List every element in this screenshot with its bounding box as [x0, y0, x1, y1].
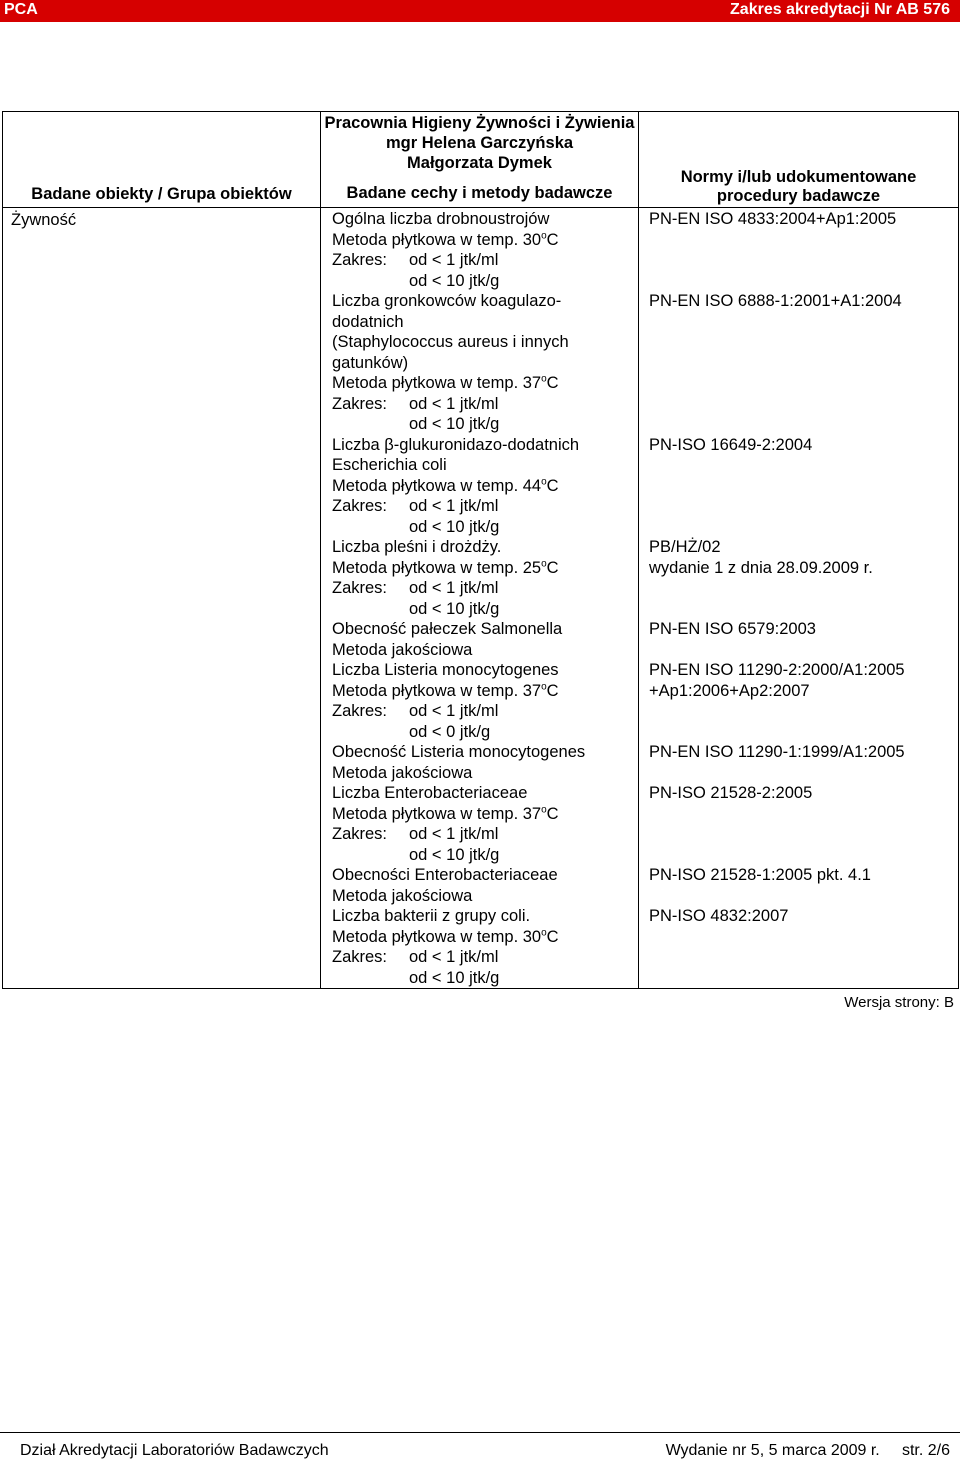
temp-unit: C [546, 374, 559, 392]
method-line: Liczba bakterii z grupy coli. [332, 907, 531, 925]
degree-sup: o [541, 681, 547, 692]
norm-entry [649, 209, 958, 291]
page-version: Wersja strony: B [844, 994, 954, 1011]
range-line [332, 394, 638, 415]
degree-sup: o [541, 373, 547, 385]
method-entry [332, 742, 638, 783]
range-label: Zakres: [332, 394, 388, 413]
column-header-norms [639, 112, 959, 208]
range-value: od < 1 jtk/ml [409, 825, 499, 843]
column-header-methods: Badane cechy i metody badawcze [346, 184, 613, 202]
degree-sup: o [541, 927, 547, 938]
temp-unit: C [546, 558, 559, 577]
method-line: Liczba Listeria monocytogenes [332, 661, 559, 679]
range-value: od < 10 jtk/g [409, 415, 500, 433]
norm-reference: PN-ISO 21528-1:2005 pkt. 4.1 [649, 866, 871, 884]
norm-entry [649, 435, 958, 538]
method-line: Liczba pleśni i drożdży. [332, 538, 502, 556]
norm-entry [649, 537, 958, 619]
norm-reference: PN-ISO 4832:2007 [649, 907, 789, 925]
method-temperature: Metoda płytkowa w temp. 37$^o$C [332, 373, 559, 392]
method-line: dodatnich [332, 312, 404, 331]
method-temperature: Metoda płytkowa w temp. 37$^o$C [332, 681, 559, 700]
range-label: Zakres: [332, 702, 388, 720]
range-value: od < 10 jtk/g [409, 271, 500, 290]
method-line: Liczba Enterobacteriaceae [332, 784, 528, 802]
method-line: Metoda jakościowa [332, 640, 473, 659]
method-line: Obecność Listeria monocytogenes [332, 743, 586, 761]
range-line [332, 250, 638, 271]
range-value: od < 1 jtk/ml [409, 702, 499, 720]
range-line [332, 578, 638, 599]
range-line [332, 496, 638, 517]
norms-header-line-1: Normy i/lub udokumentowane [680, 168, 917, 186]
method-entry [332, 783, 638, 865]
degree-sup: o [541, 230, 547, 241]
method-line: (Staphylococcus aureus i innych [332, 333, 569, 351]
range-label: Zakres: [332, 497, 388, 515]
footer-department: Dział Akredytacji Laboratoriów Badawczych [20, 1442, 329, 1459]
object-cell [3, 208, 321, 989]
lab-person-1: mgr Helena Garczyńska [385, 134, 574, 152]
range-value: od < 1 jtk/ml [409, 394, 499, 413]
range-value: od < 1 jtk/ml [409, 497, 499, 515]
method-entry [332, 291, 638, 435]
range-value: od < 10 jtk/g [409, 968, 500, 987]
norm-reference: PN-EN ISO 6888-1:2001+A1:2004 [649, 292, 902, 310]
temp-unit: C [546, 927, 559, 946]
range-label: Zakres: [332, 251, 388, 269]
temp-unit: C [546, 804, 559, 823]
norm-reference: PN-ISO 21528-2:2005 [649, 784, 813, 802]
norm-reference: +Ap1:2006+Ap2:2007 [649, 681, 810, 700]
range-value: od < 10 jtk/g [409, 599, 500, 618]
norm-entry [649, 783, 958, 865]
degree-sup: o [541, 804, 547, 815]
method-entry [332, 660, 638, 742]
norm-entry [649, 865, 958, 906]
method-line: Obecności Enterobacteriaceae [332, 866, 558, 884]
degree-sup: o [541, 476, 547, 487]
object-name: Żywność [11, 211, 77, 229]
method-entry [332, 435, 638, 538]
norm-entry [649, 742, 958, 783]
accreditation-table [2, 111, 959, 989]
norm-entry [649, 660, 958, 742]
method-entry [332, 619, 638, 660]
method-line: Metoda jakościowa [332, 886, 473, 905]
range-value: od < 1 jtk/ml [409, 948, 499, 966]
range-line [332, 824, 638, 845]
norm-entry [649, 291, 958, 435]
method-line: Obecność pałeczek Salmonella [332, 620, 563, 638]
method-entry [332, 865, 638, 906]
range-value: od < 1 jtk/ml [409, 251, 499, 269]
method-temperature: Metoda płytkowa w temp. 25$^o$C [332, 558, 559, 577]
norms-cell [639, 208, 959, 989]
norm-reference: wydanie 1 z dnia 28.09.2009 r. [649, 558, 873, 577]
norm-reference: PN-EN ISO 6579:2003 [649, 620, 816, 638]
range-label: Zakres: [332, 948, 388, 966]
range-label: Zakres: [332, 825, 388, 843]
method-line: Metoda jakościowa [332, 763, 473, 782]
footer-edition: Wydanie nr 5, 5 marca 2009 r. str. 2/6 [665, 1442, 950, 1459]
method-line: Escherichia coli [332, 456, 447, 474]
header-scope-title: Zakres akredytacji Nr AB 576 [730, 1, 950, 18]
norms-header-line-2: procedury badawcze [716, 187, 881, 205]
range-value: od < 10 jtk/g [409, 845, 500, 864]
method-temperature: Metoda płytkowa w temp. 30$^o$C [332, 927, 559, 946]
norm-entry [649, 906, 958, 988]
method-entry [332, 209, 638, 291]
header-org: PCA [4, 1, 38, 18]
range-value: od < 10 jtk/g [409, 517, 500, 536]
method-temperature: Metoda płytkowa w temp. 44$^o$C [332, 476, 559, 495]
method-temperature: Metoda płytkowa w temp. 37$^o$C [332, 804, 559, 823]
norm-reference: PN-EN ISO 4833:2004+Ap1:2005 [649, 210, 897, 228]
temp-unit: C [546, 476, 559, 495]
norm-entry [649, 619, 958, 660]
range-label: Zakres: [332, 579, 388, 597]
method-line: Ogólna liczba drobnoustrojów [332, 210, 550, 228]
top-header-bar [0, 0, 960, 22]
column-header-objects: Badane obiekty / Grupa obiektów [3, 112, 321, 208]
range-line [332, 947, 638, 968]
range-value: od < 0 jtk/g [409, 722, 491, 741]
lab-header [321, 112, 639, 208]
range-line [332, 701, 638, 722]
norm-reference: PN-EN ISO 11290-2:2000/A1:2005 [649, 661, 905, 679]
norm-reference: PN-ISO 16649-2:2004 [649, 435, 813, 454]
degree-sup: o [541, 558, 547, 569]
norm-reference: PN-EN ISO 11290-1:1999/A1:2005 [649, 743, 905, 761]
methods-cell [321, 208, 639, 989]
method-temperature: Metoda płytkowa w temp. 30$^o$C [332, 230, 559, 249]
norm-reference: PB/HŻ/02 [649, 538, 721, 556]
lab-person-2: Małgorzata Dymek [407, 154, 552, 172]
method-entry [332, 906, 638, 988]
range-value: od < 1 jtk/ml [409, 579, 499, 597]
method-line: Liczba β-glukuronidazo-dodatnich [332, 435, 580, 454]
method-entry [332, 537, 638, 619]
footer-divider [0, 1432, 960, 1433]
temp-unit: C [546, 230, 559, 249]
lab-name: Pracownia Higieny Żywności i Żywienia [324, 114, 635, 132]
method-line: gatunków) [332, 353, 409, 372]
method-line: Liczba gronkowców koagulazo- [332, 292, 562, 310]
temp-unit: C [546, 681, 559, 700]
